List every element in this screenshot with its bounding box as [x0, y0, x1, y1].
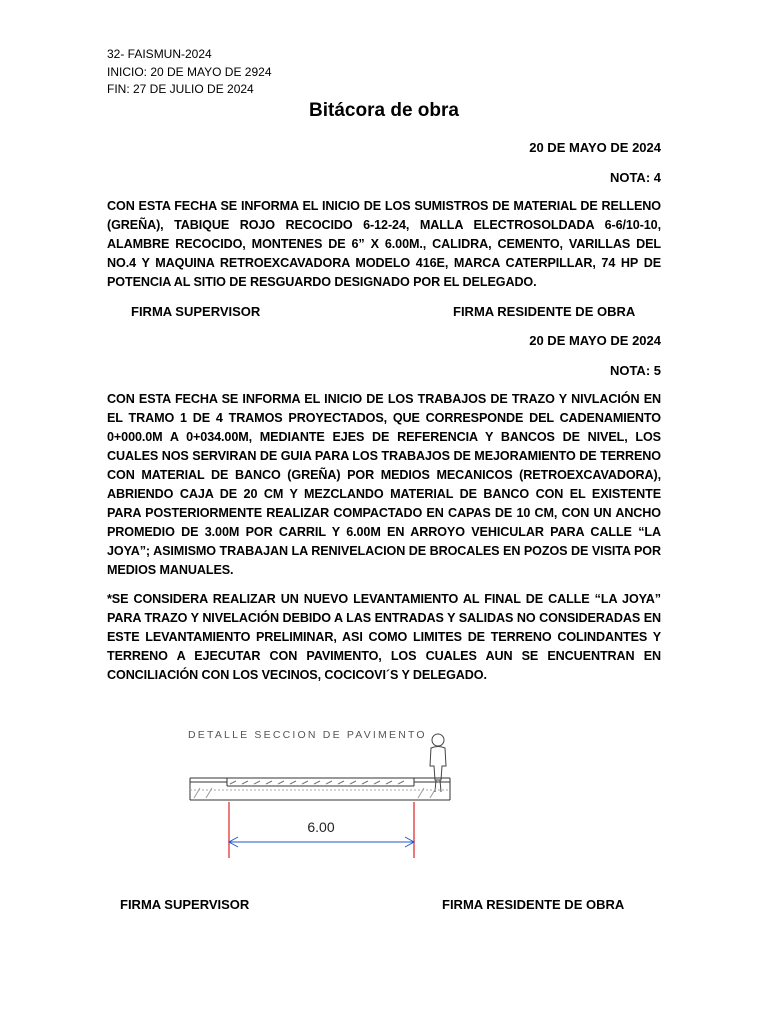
- dimension-line: [229, 837, 414, 847]
- signature-supervisor: FIRMA SUPERVISOR: [120, 897, 250, 912]
- entry-date: 20 DE MAYO DE 2024: [529, 140, 661, 155]
- drawing-title: DETALLE SECCION DE PAVIMENTO: [188, 729, 427, 741]
- signature-resident: FIRMA RESIDENTE DE OBRA: [442, 897, 625, 912]
- project-code: 32- FAISMUN-2024: [107, 47, 212, 61]
- signature-resident: FIRMA RESIDENTE DE OBRA: [453, 304, 636, 319]
- page-title: Bitácora de obra: [309, 100, 459, 121]
- entry-note-number: NOTA: 5: [609, 363, 661, 378]
- start-date: INICIO: 20 DE MAYO DE 2924: [107, 65, 272, 79]
- entry-note-number: NOTA: 4: [609, 170, 661, 185]
- entry-note-extra: *SE CONSIDERA REALIZAR UN NUEVO LEVANTAMIENTO AL FINAL DE CALLE “LA JOYA” PARA TRAZO Y NIVELACIÓN DEBIDO A LAS ENTRADAS Y SALIDAS NO CONSIDERADAS EN ESTE LEVANTAMIENTO PRELIMINAR, ASI COMO LIMITES DE TERRENO COLINDANTES Y TERRENO A EJECUTAR CON PAVIMENTO, LOS CUALES AUN SE ENCUENTRAN EN CONCILIACIÓN CON LOS VECINOS, COCICOVI´S Y DELEGADO.: [107, 592, 661, 682]
- signature-supervisor: FIRMA SUPERVISOR: [131, 304, 261, 319]
- end-date: FIN: 27 DE JULIO DE 2024: [107, 82, 254, 96]
- pavement-section-drawing: [180, 718, 460, 868]
- entry-text: CON ESTA FECHA SE INFORMA EL INICIO DE LOS TRABAJOS DE TRAZO Y NIVLACIÓN EN EL TRAMO 1 DE 4 TRAMOS PROYECTADOS, QUE CORRESPONDE DEL CADENAMIENTO 0+000.0M A 0+034.00M, MEDIANTE EJES DE REFERENCIA Y BANCOS DE NIVEL, LOS CUALES NOS SERVIRAN DE GUIA PARA LOS TRABAJOS DE MEJORAMIENTO DE TERRENO CON MATERIAL DE BANCO (GREÑA) POR MEDIOS MECANICOS (RETROEXCAVADORA), ABRIENDO CAJA DE 20 CM Y MEZCLANDO MATERIAL DE BANCO CON EL EXISTENTE PARA POSTERIORMENTE REALIZAR COMPACTADO EN CAPAS DE 10 CM, CON UN ANCHO PROMEDIO DE 3.00M POR CARRIL Y 6.00M EN ARROYO VEHICULAR PARA CALLE “LA JOYA”; ASIMISMO TRABAJAN LA RENIVELACION DE BROCALES EN POZOS DE VISITA POR MEDIOS MANUALES.: [107, 392, 661, 577]
- dimension-label: 6.00: [307, 819, 335, 835]
- person-figure-icon: [430, 734, 446, 792]
- road-section: [190, 778, 450, 800]
- entry-date: 20 DE MAYO DE 2024: [529, 333, 661, 348]
- entry-text: CON ESTA FECHA SE INFORMA EL INICIO DE LOS SUMISTROS DE MATERIAL DE RELLENO (GREÑA), TABIQUE ROJO RECOCIDO 6-12-24, MALLA ELECTROSOLDADA 6-6/10-10, ALAMBRE RECOCIDO, MONTENES DE 6” X 6.00M., CALIDRA, CEMENTO, VARILLAS DEL NO.4 Y MAQUINA RETROEXCAVADORA MODELO 416E, MARCA CATERPILLAR, 74 HP DE POTENCIA AL SITIO DE RESGUARDO DESIGNADO POR EL DELEGADO.: [107, 199, 661, 289]
